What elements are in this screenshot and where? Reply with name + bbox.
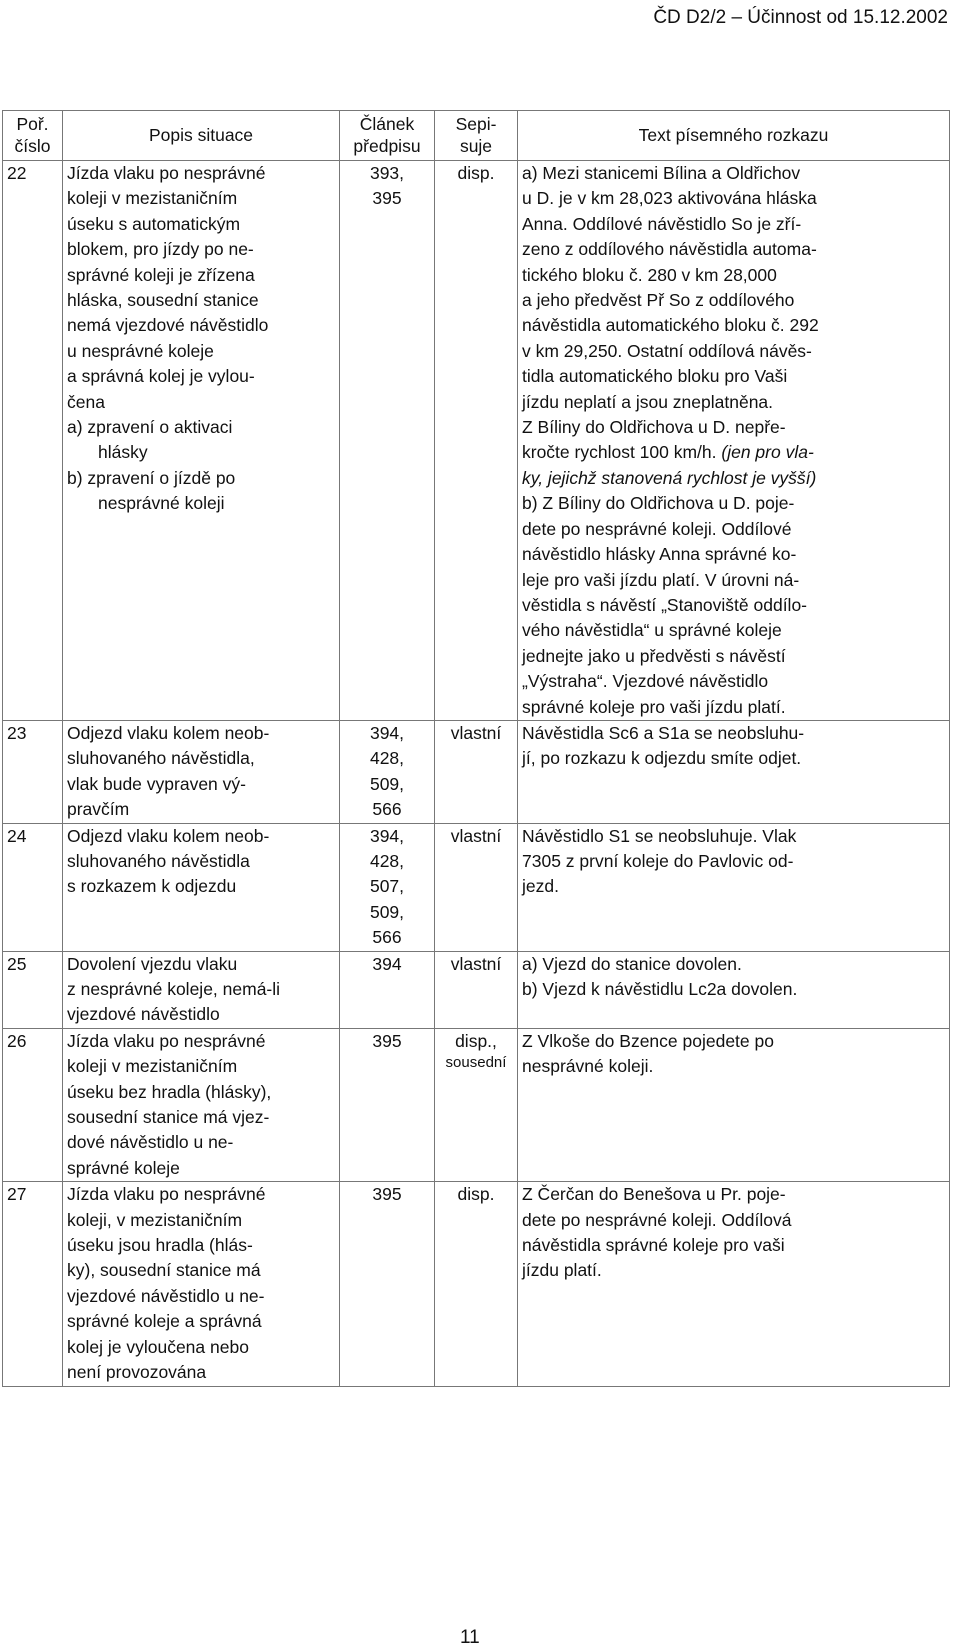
order-text-line: kročte rychlost 100 km/h. (jen pro vla-	[522, 442, 814, 463]
order-text-line: nesprávné koleji.	[522, 1056, 654, 1077]
order-text-line: Z Bíliny do Oldřichova u D. nepře-	[522, 417, 786, 438]
table-row	[3, 720, 950, 823]
signed-by-value: vlastní	[450, 953, 502, 974]
order-text-line: „Výstraha“. Vjezdové návěstidlo	[522, 671, 769, 692]
signed-by	[435, 720, 518, 823]
description-line: ky), sousední stanice má	[67, 1260, 261, 1281]
order-text-line: ky, jejichž stanovená rychlost je vyšší)	[522, 467, 817, 488]
order-text	[518, 1028, 950, 1181]
regulation-article	[340, 1182, 435, 1386]
order-text	[518, 951, 950, 1028]
column-header-number: Poř. číslo	[3, 111, 63, 161]
row-number: 22	[3, 161, 63, 721]
situation-description	[63, 951, 340, 1028]
description-line: úseku jsou hradla (hlás-	[67, 1235, 253, 1256]
order-text-line: v km 29,250. Ostatní oddílová návěs-	[522, 340, 812, 361]
description-line: koleji v mezistaničním	[67, 1056, 238, 1077]
description-line: Odjezd vlaku kolem neob-	[67, 722, 270, 743]
description-line: sousední stanice má vjez-	[67, 1107, 270, 1128]
description-line: čena	[67, 391, 105, 412]
signed-by-value: vlastní	[450, 825, 502, 846]
description-line: Odjezd vlaku kolem neob-	[67, 825, 270, 846]
description-line: vjezdové návěstidlo	[67, 1004, 220, 1025]
column-header-order-text: Text písemného rozkazu	[518, 111, 950, 161]
situation-description	[63, 823, 340, 951]
situation-description	[63, 1028, 340, 1181]
situation-description	[63, 720, 340, 823]
column-header-description: Popis situace	[63, 111, 340, 161]
description-line: Jízda vlaku po nesprávné	[67, 1184, 266, 1205]
order-text	[518, 720, 950, 823]
order-text-line: jednejte jako u předvěsti s návěstí	[522, 645, 786, 666]
description-line: hlásky	[98, 442, 148, 463]
signed-by	[435, 823, 518, 951]
table-row	[3, 823, 950, 951]
order-text-line: tidla automatického bloku pro Vaši	[522, 366, 788, 387]
description-line: vlak bude vypraven vý-	[67, 773, 246, 794]
article-number: 394,	[369, 722, 405, 743]
order-text-line: a) Mezi stanicemi Bílina a Oldřichov	[522, 163, 801, 183]
description-line: a) zpravení o aktivaci	[67, 417, 233, 438]
regulation-article	[340, 720, 435, 823]
table-row	[3, 951, 950, 1028]
article-number: 509,	[369, 901, 405, 922]
article-number: 395	[372, 188, 402, 209]
order-text-line: Návěstidlo S1 se neobsluhuje. Vlak	[522, 825, 797, 846]
article-number: 395	[372, 1184, 402, 1205]
order-text-line: Návěstidla Sc6 a S1a se neobsluhu-	[522, 722, 805, 743]
description-line: dové návěstidlo u ne-	[67, 1132, 234, 1153]
order-text-line: vého návěstidla“ u správné koleje	[522, 620, 782, 641]
order-text	[518, 1182, 950, 1386]
row-number: 27	[3, 1182, 63, 1386]
description-line: koleji, v mezistaničním	[67, 1209, 243, 1230]
order-text-line: jí, po rozkazu k odjezdu smíte odjet.	[522, 748, 802, 769]
order-text	[518, 823, 950, 951]
article-number: 507,	[369, 876, 405, 897]
article-number: 393,	[369, 163, 405, 183]
article-number: 566	[372, 799, 402, 820]
signed-by-value: disp.,	[455, 1030, 497, 1051]
description-line: není provozována	[67, 1362, 207, 1383]
order-text-line: Z Čerčan do Benešova u Pr. poje-	[522, 1184, 786, 1205]
order-text	[518, 161, 950, 721]
column-header-article: Článek předpisu	[340, 111, 435, 161]
description-line: sluhovaného návěstidla	[67, 850, 250, 871]
signed-by-secondary: sousední	[445, 1054, 507, 1072]
order-text-line: a jeho předvěst Př So z oddílového	[522, 290, 795, 311]
description-line: Dovolení vjezdu vlaku	[67, 953, 238, 974]
order-text-line: dete po nesprávné koleji. Oddílová	[522, 1209, 792, 1230]
description-line: Jízda vlaku po nesprávné	[67, 163, 266, 183]
order-text-line: b) Z Bíliny do Oldřichova u D. poje-	[522, 493, 795, 514]
document-header: ČD D2/2 – Účinnost od 15.12.2002	[653, 7, 948, 28]
order-text-line: jízdu platí.	[522, 1260, 602, 1281]
description-line: z nesprávné koleje, nemá-li	[67, 979, 281, 999]
description-line: u nesprávné koleje	[67, 340, 214, 361]
situation-description	[63, 161, 340, 721]
description-line: Jízda vlaku po nesprávné	[67, 1030, 266, 1051]
order-text-line: dete po nesprávné koleji. Oddílové	[522, 518, 792, 539]
article-number: 394,	[369, 825, 405, 846]
regulation-article	[340, 1028, 435, 1181]
signed-by	[435, 1028, 518, 1181]
signed-by-value: disp.	[457, 163, 495, 183]
description-line: nemá vjezdové návěstidlo	[67, 315, 269, 336]
description-line: sluhovaného návěstidla,	[67, 748, 255, 769]
regulation-article	[340, 823, 435, 951]
article-number: 395	[372, 1030, 402, 1051]
order-text-line: věstidla s návěstí „Stanoviště oddílo-	[522, 594, 808, 615]
order-text-line: b) Vjezd k návěstidlu Lc2a dovolen.	[522, 979, 798, 999]
description-line: úseku bez hradla (hlásky),	[67, 1081, 272, 1102]
article-number: 394	[372, 953, 402, 974]
article-number: 428,	[369, 850, 405, 871]
column-header-signed: Sepi- suje	[435, 111, 518, 161]
row-number: 26	[3, 1028, 63, 1181]
regulation-article	[340, 951, 435, 1028]
order-text-line: Z Vlkoše do Bzence pojedete po	[522, 1030, 774, 1051]
table-header-row	[3, 111, 950, 161]
description-line: správné koleji je zřízena	[67, 264, 255, 285]
description-line: správné koleje	[67, 1157, 180, 1178]
order-text-line: u D. je v km 28,023 aktivována hláska	[522, 188, 817, 209]
signed-by	[435, 161, 518, 721]
order-text-line: 7305 z první koleje do Pavlovic od-	[522, 850, 794, 871]
description-line: a správná kolej je vylou-	[67, 366, 255, 387]
order-text-line: leje pro vaši jízdu platí. V úrovni ná-	[522, 569, 800, 590]
description-line: úseku s automatickým	[67, 213, 241, 234]
written-order-table	[2, 110, 950, 1387]
order-text-line: zeno z oddílového návěstidla automa-	[522, 239, 817, 260]
description-line: s rozkazem k odjezdu	[67, 876, 237, 897]
table-row	[3, 1028, 950, 1181]
description-line: hláska, sousední stanice	[67, 290, 259, 311]
description-line: blokem, pro jízdy po ne-	[67, 239, 254, 260]
order-text-line: tického bloku č. 280 v km 28,000	[522, 264, 777, 285]
order-text-line: a) Vjezd do stanice dovolen.	[522, 953, 742, 974]
table-body	[3, 161, 950, 1387]
order-text-line: Anna. Oddílové návěstidlo So je zří-	[522, 213, 802, 234]
row-number: 24	[3, 823, 63, 951]
row-number: 23	[3, 720, 63, 823]
description-line: b) zpravení o jízdě po	[67, 467, 236, 488]
row-number: 25	[3, 951, 63, 1028]
order-text-line: správné koleje pro vaši jízdu platí.	[522, 696, 786, 717]
signed-by-value: disp.	[457, 1184, 495, 1205]
situation-description	[63, 1182, 340, 1386]
order-text-line: návěstidla správné koleje pro vaši	[522, 1235, 785, 1256]
signed-by	[435, 951, 518, 1028]
page-number: 11	[460, 1627, 480, 1648]
table-row	[3, 1182, 950, 1386]
article-number: 566	[372, 927, 402, 948]
order-text-line: návěstidlo hlásky Anna správné ko-	[522, 544, 797, 565]
description-line: nesprávné koleji	[98, 493, 225, 514]
description-line: kolej je vyloučena nebo	[67, 1336, 249, 1357]
order-text-line: návěstidla automatického bloku č. 292	[522, 315, 819, 336]
regulation-article	[340, 161, 435, 721]
signed-by-value: vlastní	[450, 722, 502, 743]
order-text-line: jezd.	[522, 876, 559, 897]
order-text-line: jízdu neplatí a jsou zneplatněna.	[522, 391, 774, 412]
article-number: 428,	[369, 748, 405, 769]
signed-by	[435, 1182, 518, 1386]
description-line: koleji v mezistaničním	[67, 188, 238, 209]
article-number: 509,	[369, 773, 405, 794]
description-line: správné koleje a správná	[67, 1311, 262, 1332]
description-line: pravčím	[67, 799, 130, 820]
table-row	[3, 161, 950, 721]
description-line: vjezdové návěstidlo u ne-	[67, 1285, 265, 1306]
